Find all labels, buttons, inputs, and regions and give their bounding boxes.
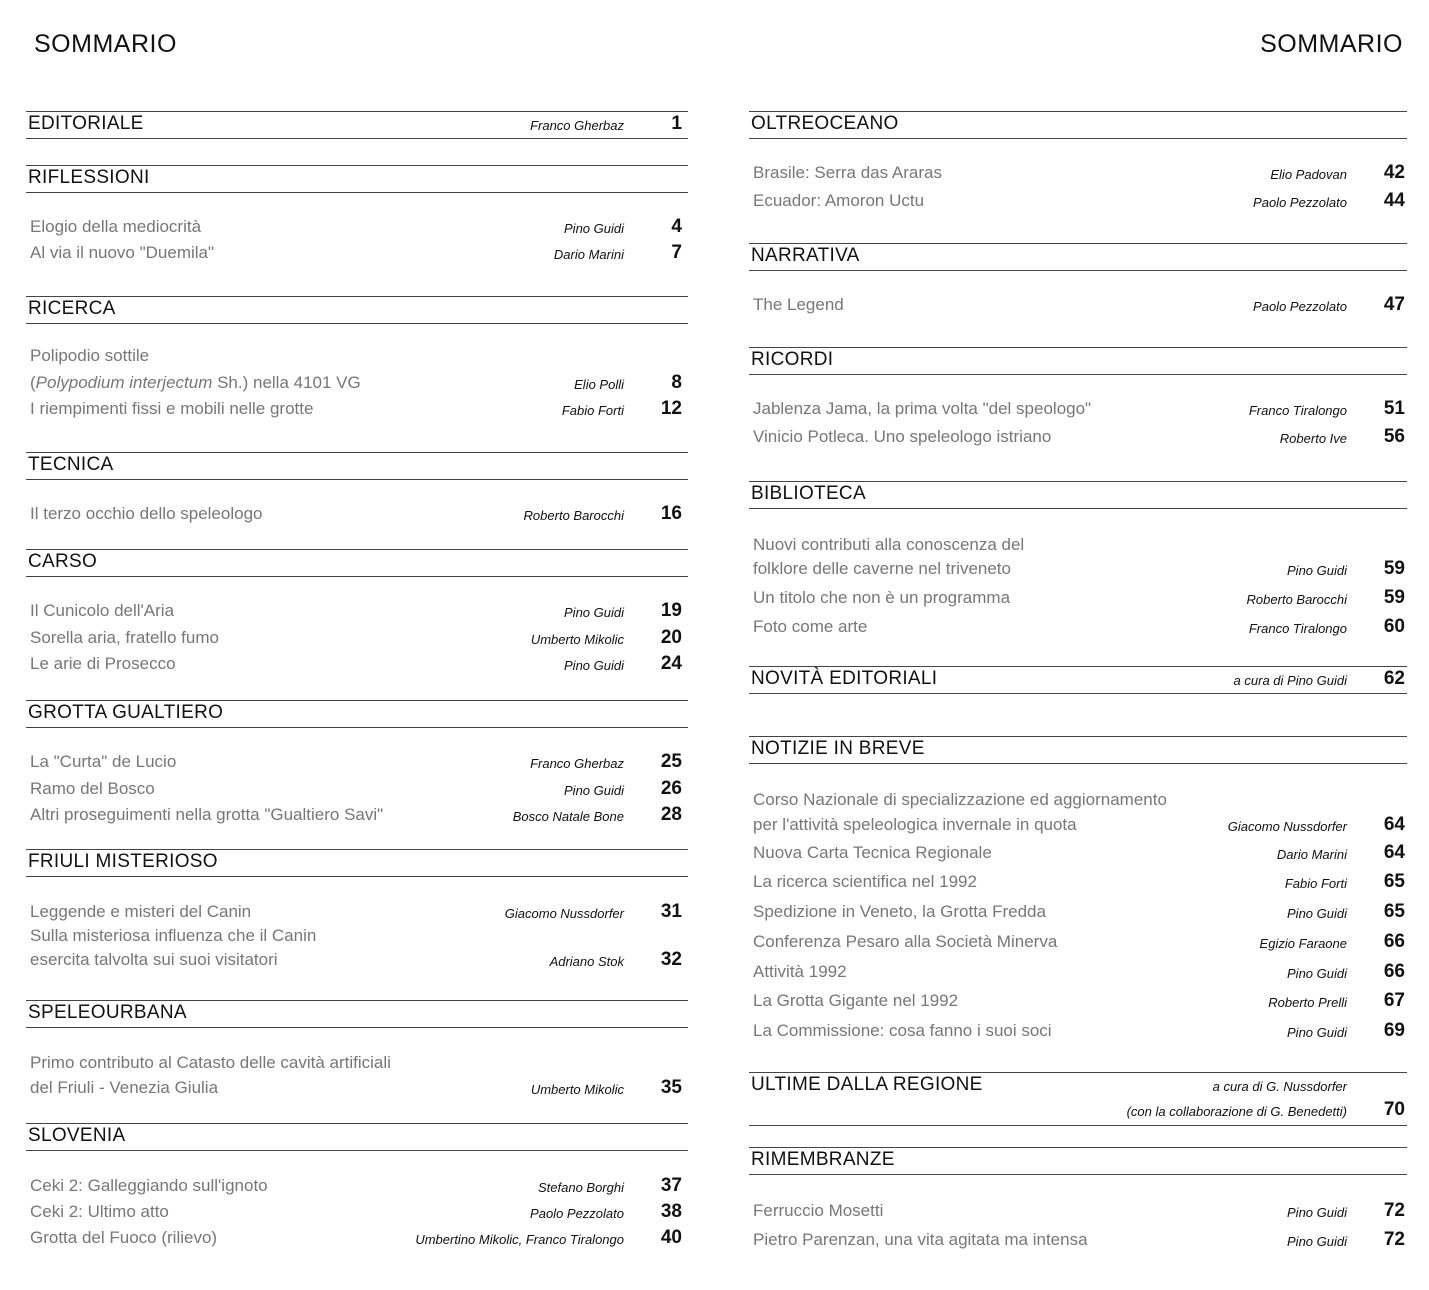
entry-page-number: 16	[660, 503, 682, 524]
entry-author: Umberto Mikolic	[530, 632, 624, 647]
section-biblioteca	[749, 481, 1407, 637]
entry-page-number: 60	[1383, 616, 1405, 637]
section-page-number: 1	[671, 113, 682, 134]
entry-page-number: 12	[660, 398, 682, 419]
toc-entry[interactable]	[26, 342, 688, 370]
section-author: a cura di G. Nussdorfer	[1212, 1079, 1347, 1094]
toc-entry[interactable]	[26, 1172, 688, 1200]
toc-entry[interactable]	[749, 928, 1407, 956]
entry-page-number: 40	[660, 1227, 682, 1248]
entry-title: The Legend	[753, 295, 844, 314]
entry-title: La ricerca scientifica nel 1992	[753, 872, 977, 891]
section-grotta-gualtiero	[26, 700, 688, 825]
toc-entry[interactable]	[26, 1049, 688, 1077]
entry-title: Leggende e misteri del Canin	[30, 902, 252, 921]
entry-author: Pino Guidi	[564, 605, 624, 620]
entry-author: Roberto Ive	[1279, 431, 1347, 446]
entry-title: Ecuador: Amoron Uctu	[753, 191, 925, 210]
section-oltreoceano	[749, 111, 1407, 211]
entry-author: Pino Guidi	[1287, 906, 1347, 921]
entry-title-line2: per l'attività speleologica invernale in quota	[753, 815, 1077, 834]
entry-title: Vinicio Potleca. Uno speleologo istriano	[753, 427, 1052, 446]
toc-entry[interactable]	[749, 1017, 1407, 1045]
toc-entry[interactable]	[749, 291, 1407, 319]
entry-title-line2: esercita talvolta sui suoi visitatori	[30, 950, 278, 969]
entry-author: Pino Guidi	[564, 221, 624, 236]
entry-page-number: 42	[1383, 162, 1405, 183]
section-title: GROTTA GUALTIERO	[28, 702, 224, 723]
entry-page-number: 25	[660, 751, 682, 772]
entry-author: Giacomo Nussdorfer	[504, 906, 624, 921]
entry-title: Il terzo occhio dello speleologo	[30, 504, 263, 523]
entry-title: Corso Nazionale di specializzazione ed aggiornamento	[753, 790, 1167, 809]
section-header	[749, 1072, 1407, 1126]
toc-entry-continued[interactable]	[749, 811, 1407, 839]
entry-title-rest: Sh.) nella 4101 VG	[212, 373, 361, 392]
entry-title: Attività 1992	[753, 962, 847, 981]
entry-author: Dario Marini	[1276, 847, 1347, 862]
entry-page-number: 4	[671, 216, 682, 237]
entry-title: Primo contributo al Catasto delle cavità artificiali	[30, 1053, 391, 1072]
toc-entry[interactable]	[26, 213, 688, 241]
right-page	[714, 0, 1429, 1290]
toc-entry[interactable]	[749, 987, 1407, 1015]
toc-entry[interactable]	[26, 239, 688, 267]
section-header	[749, 736, 1407, 764]
entry-author: Pino Guidi	[1287, 1025, 1347, 1040]
toc-entry[interactable]	[749, 1226, 1407, 1254]
entry-author: Pino Guidi	[564, 658, 624, 673]
section-speleourbana	[26, 1000, 688, 1098]
entry-title: Le arie di Prosecco	[30, 654, 176, 673]
entry-title-line2: del Friuli - Venezia Giulia	[30, 1078, 219, 1097]
toc-entry[interactable]	[26, 650, 688, 678]
section-header	[26, 1000, 688, 1028]
toc-entry[interactable]	[26, 500, 688, 528]
section-header	[26, 700, 688, 728]
entry-title: Ceki 2: Galleggiando sull'ignoto	[30, 1176, 268, 1195]
entry-title: La Grotta Gigante nel 1992	[753, 991, 959, 1010]
entry-author: Pino Guidi	[1287, 1205, 1347, 1220]
section-friuli-misterioso	[26, 849, 688, 970]
entry-author: Roberto Barocchi	[1246, 592, 1347, 607]
section-title: SLOVENIA	[28, 1125, 126, 1146]
section-slovenia	[26, 1123, 688, 1248]
entry-title: Polipodio sottile	[30, 346, 150, 365]
entry-author: Pino Guidi	[1287, 1234, 1347, 1249]
entry-page-number: 44	[1383, 190, 1405, 211]
entry-page-number: 64	[1383, 842, 1405, 863]
entry-page-number: 66	[1383, 931, 1405, 952]
section-note: (con la collaborazione di G. Benedetti)	[1126, 1104, 1347, 1119]
toc-entry[interactable]	[749, 423, 1407, 451]
entry-author: Roberto Barocchi	[523, 508, 624, 523]
entry-page-number: 38	[660, 1201, 682, 1222]
entry-author: Pino Guidi	[1287, 966, 1347, 981]
entry-page-number: 69	[1383, 1020, 1405, 1041]
section-title: CARSO	[28, 551, 98, 572]
section-ricerca	[26, 296, 688, 419]
entry-page-number: 7	[671, 242, 682, 263]
toc-entry[interactable]	[749, 1197, 1407, 1225]
toc-entry-continued[interactable]	[749, 555, 1407, 583]
entry-author: Franco Gherbaz	[530, 756, 624, 771]
entry-author: Umberto Mikolic	[530, 1082, 624, 1097]
toc-entry[interactable]	[749, 958, 1407, 986]
entry-title: Conferenza Pesaro alla Società Minerva	[753, 932, 1058, 951]
entry-title: La Commissione: cosa fanno i suoi soci	[753, 1021, 1052, 1040]
page-title: SOMMARIO	[34, 30, 177, 58]
section-header	[26, 849, 688, 877]
entry-title-italic: Polypodium interjectum	[35, 373, 213, 392]
section-header	[749, 243, 1407, 271]
toc-entry[interactable]	[749, 584, 1407, 612]
entry-title: La "Curta" de Lucio	[30, 752, 177, 771]
entry-title-line2: folklore delle caverne nel triveneto	[753, 559, 1011, 578]
entry-title: Ceki 2: Ultimo atto	[30, 1202, 169, 1221]
section-title: RICERCA	[28, 298, 116, 319]
section-rimembranze	[749, 1147, 1407, 1250]
entry-page-number: 64	[1383, 814, 1405, 835]
section-title: NARRATIVA	[751, 245, 860, 266]
section-title: RIMEMBRANZE	[751, 1149, 895, 1170]
section-header	[749, 481, 1407, 509]
entry-page-number: 56	[1383, 426, 1405, 447]
entry-page-number: 37	[660, 1175, 682, 1196]
entry-author: Fabio Forti	[1284, 876, 1347, 891]
entry-author: Giacomo Nussdorfer	[1227, 819, 1347, 834]
entry-author: Franco Tiralongo	[1248, 403, 1347, 418]
entry-page-number: 35	[660, 1077, 682, 1098]
section-header	[26, 296, 688, 324]
toc-entry-continued[interactable]	[26, 369, 688, 397]
entry-author: Elio Padovan	[1270, 167, 1347, 182]
toc-entry[interactable]	[26, 624, 688, 652]
section-header	[749, 1147, 1407, 1175]
toc-entry[interactable]	[26, 1224, 688, 1252]
entry-page-number: 59	[1383, 558, 1405, 579]
section-header	[26, 1123, 688, 1151]
left-page	[0, 0, 714, 1290]
entry-author: Umbertino Mikolic, Franco Tiralongo	[415, 1232, 624, 1247]
entry-author: Egizio Faraone	[1259, 936, 1347, 951]
entry-page-number: 20	[660, 627, 682, 648]
toc-entry[interactable]	[749, 187, 1407, 215]
entry-author: Fabio Forti	[561, 403, 624, 418]
entry-page-number: 72	[1383, 1200, 1405, 1221]
toc-entry[interactable]	[26, 748, 688, 776]
entry-page-number: 67	[1383, 990, 1405, 1011]
section-header	[749, 111, 1407, 139]
entry-page-number: 31	[660, 901, 682, 922]
entry-title: Brasile: Serra das Araras	[753, 163, 942, 182]
entry-title: Nuovi contributi alla conoscenza del	[753, 535, 1025, 554]
section-header	[26, 111, 688, 139]
entry-title-line2: (Polypodium interjectum Sh.) nella 4101 VG	[30, 373, 361, 392]
toc-entry-continued[interactable]	[26, 1074, 688, 1102]
entry-title: Nuova Carta Tecnica Regionale	[753, 843, 992, 862]
page-title: SOMMARIO	[1260, 30, 1403, 58]
section-title: NOTIZIE IN BREVE	[751, 738, 925, 759]
section-author: Franco Gherbaz	[530, 118, 624, 133]
section-title: OLTREOCEANO	[751, 113, 899, 134]
entry-author: Adriano Stok	[549, 954, 624, 969]
entry-title: Grotta del Fuoco (rilievo)	[30, 1228, 218, 1247]
entry-author: Dario Marini	[553, 247, 624, 262]
section-narrativa	[749, 243, 1407, 315]
section-header	[749, 347, 1407, 375]
entry-page-number: 59	[1383, 587, 1405, 608]
section-page-number: 62	[1383, 668, 1405, 689]
section-riflessioni	[26, 165, 688, 263]
toc-entry[interactable]	[749, 395, 1407, 423]
toc-entry-continued[interactable]	[26, 946, 688, 974]
entry-author: Paolo Pezzolato	[530, 1206, 624, 1221]
section-carso	[26, 549, 688, 674]
entry-page-number: 26	[660, 778, 682, 799]
entry-title: Pietro Parenzan, una vita agitata ma intensa	[753, 1230, 1088, 1249]
entry-title: Il Cunicolo dell'Aria	[30, 601, 175, 620]
entry-author: Pino Guidi	[564, 783, 624, 798]
entry-page-number: 72	[1383, 1229, 1405, 1250]
entry-title: Al via il nuovo "Duemila"	[30, 243, 215, 262]
entry-title: I riempimenti fissi e mobili nelle grotte	[30, 399, 314, 418]
entry-page-number: 66	[1383, 961, 1405, 982]
entry-page-number: 24	[660, 653, 682, 674]
section-novita-editoriali	[749, 666, 1407, 694]
entry-author: Stefano Borghi	[537, 1180, 624, 1195]
entry-page-number: 65	[1383, 901, 1405, 922]
section-title: EDITORIALE	[28, 113, 144, 134]
entry-author: Bosco Natale Bone	[512, 809, 624, 824]
section-title: NOVITÀ EDITORIALI	[751, 668, 938, 689]
section-ultime-dalla-regione	[749, 1072, 1407, 1126]
section-title: RICORDI	[751, 349, 834, 370]
section-page-number: 70	[1383, 1099, 1405, 1120]
entry-page-number: 19	[660, 600, 682, 621]
toc-entry[interactable]	[749, 868, 1407, 896]
entry-author: Pino Guidi	[1287, 563, 1347, 578]
section-title: RIFLESSIONI	[28, 167, 150, 188]
entry-title: Sorella aria, fratello fumo	[30, 628, 219, 647]
entry-page-number: 47	[1383, 294, 1405, 315]
entry-page-number: 8	[671, 372, 682, 393]
entry-title: Sulla misteriosa influenza che il Canin	[30, 926, 317, 945]
section-editoriale	[26, 111, 688, 139]
entry-title: Spedizione in Veneto, la Grotta Fredda	[753, 902, 1046, 921]
toc-entry[interactable]	[749, 613, 1407, 641]
section-title: SPELEOURBANA	[28, 1002, 187, 1023]
section-ricordi	[749, 347, 1407, 447]
toc-entry[interactable]	[749, 786, 1407, 814]
entry-author: Roberto Prelli	[1268, 995, 1347, 1010]
section-header	[749, 666, 1407, 694]
entry-title: Un titolo che non è un programma	[753, 588, 1011, 607]
section-title: TECNICA	[28, 454, 114, 475]
toc-entry[interactable]	[26, 1198, 688, 1226]
entry-title: Jablenza Jama, la prima volta "del speologo"	[753, 399, 1092, 418]
section-title: BIBLIOTECA	[751, 483, 866, 504]
entry-page-number: 32	[660, 949, 682, 970]
toc-entry[interactable]	[26, 775, 688, 803]
entry-title: Altri proseguimenti nella grotta "Gualtiero Savi"	[30, 805, 384, 824]
entry-page-number: 65	[1383, 871, 1405, 892]
section-header	[26, 452, 688, 480]
section-tecnica	[26, 452, 688, 524]
entry-title: Ramo del Bosco	[30, 779, 155, 798]
section-header	[26, 549, 688, 577]
toc-entry[interactable]	[26, 597, 688, 625]
toc-entry[interactable]	[749, 898, 1407, 926]
toc-entry[interactable]	[26, 801, 688, 829]
entry-author: Paolo Pezzolato	[1253, 195, 1347, 210]
section-title: FRIULI MISTERIOSO	[28, 851, 218, 872]
section-title: ULTIME DALLA REGIONE	[751, 1074, 983, 1095]
section-author: a cura di Pino Guidi	[1233, 673, 1347, 688]
entry-title: Ferruccio Mosetti	[753, 1201, 884, 1220]
entry-author: Paolo Pezzolato	[1253, 299, 1347, 314]
entry-author: Franco Tiralongo	[1248, 621, 1347, 636]
toc-entry[interactable]	[26, 395, 688, 423]
entry-title: Elogio della mediocrità	[30, 217, 202, 236]
entry-title: Foto come arte	[753, 617, 868, 636]
section-header	[26, 165, 688, 193]
toc-entry[interactable]	[749, 159, 1407, 187]
toc-entry[interactable]	[749, 839, 1407, 867]
section-notizie-in-breve	[749, 736, 1407, 1041]
entry-page-number: 28	[660, 804, 682, 825]
entry-author: Elio Polli	[574, 377, 624, 392]
entry-page-number: 51	[1383, 398, 1405, 419]
